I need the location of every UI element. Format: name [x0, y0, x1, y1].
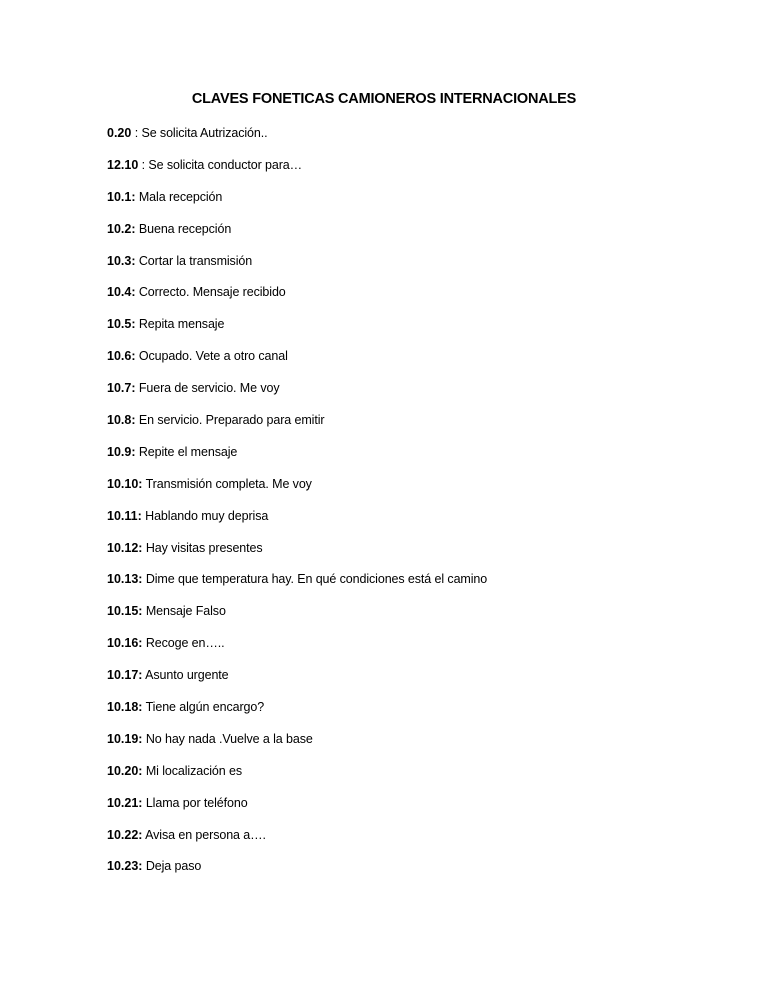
entry-text: Mi localización es [142, 763, 242, 778]
entry-code: 10.16: [107, 636, 143, 651]
list-item [107, 699, 727, 731]
entry-code: 10.20: [107, 763, 143, 778]
entry-text: No hay nada .Vuelve a la base [142, 731, 313, 746]
list-item [107, 476, 727, 508]
entry-text: En servicio. Preparado para emitir [135, 413, 325, 428]
list-item [107, 731, 727, 763]
entry-code: 10.12: [107, 540, 143, 555]
entry-code: 10.3: [107, 253, 136, 268]
list-item [107, 412, 727, 444]
list-item [107, 827, 727, 859]
list-item [107, 508, 727, 540]
code-list [107, 125, 727, 890]
list-item [107, 316, 727, 348]
entry-code: 10.13: [107, 572, 143, 587]
entry-code: 10.10: [107, 476, 143, 491]
entry-code: 10.21: [107, 795, 143, 810]
entry-text: Cortar la transmisión [135, 253, 253, 268]
entry-code: 12.10 [107, 157, 139, 172]
entry-code: 10.11: [107, 508, 142, 523]
entry-text: Recoge en….. [142, 636, 225, 651]
entry-code: 10.7: [107, 381, 136, 396]
list-item [107, 157, 727, 189]
list-item [107, 540, 727, 572]
entry-text: Asunto urgente [142, 668, 229, 683]
entry-code: 10.4: [107, 285, 136, 300]
list-item [107, 380, 727, 412]
list-item [107, 189, 727, 221]
entry-code: 10.23: [107, 859, 143, 874]
list-item [107, 795, 727, 827]
entry-code: 0.20 [107, 126, 132, 140]
list-item [107, 667, 727, 699]
entry-code: 10.6: [107, 349, 136, 364]
entry-code: 10.17: [107, 668, 143, 683]
entry-text: Correcto. Mensaje recibido [135, 285, 286, 300]
entry-text: Deja paso [142, 859, 202, 874]
entry-text: Repita mensaje [135, 317, 225, 332]
entry-text: : Se solicita conductor para… [138, 157, 303, 172]
entry-code: 10.2: [107, 221, 136, 236]
entry-text: Transmisión completa. Me voy [142, 476, 312, 491]
entry-text: Ocupado. Vete a otro canal [135, 349, 288, 364]
entry-text: Dime que temperatura hay. En qué condiciones está el camino [142, 572, 488, 587]
entry-text: Hay visitas presentes [142, 540, 263, 555]
list-item [107, 603, 727, 635]
entry-code: 10.8: [107, 413, 136, 428]
entry-code: 10.15: [107, 604, 143, 619]
entry-text: Llama por teléfono [142, 795, 248, 810]
entry-code: 10.18: [107, 700, 143, 715]
entry-code: 10.9: [107, 444, 136, 459]
entry-code: 10.19: [107, 731, 143, 746]
list-item [107, 284, 727, 316]
entry-text: Hablando muy deprisa [141, 508, 269, 523]
list-item [107, 444, 727, 476]
list-item [107, 858, 727, 890]
list-item [107, 253, 727, 285]
entry-text: Buena recepción [135, 221, 232, 236]
list-item [107, 221, 727, 253]
document-title: CLAVES FONETICAS CAMIONEROS INTERNACIONALES [191, 91, 577, 107]
entry-code: 10.1: [107, 189, 136, 204]
entry-text: Repite el mensaje [135, 444, 238, 459]
entry-code: 10.5: [107, 317, 136, 332]
entry-text: Avisa en persona a…. [142, 827, 266, 842]
list-item [107, 125, 727, 157]
list-item [107, 763, 727, 795]
entry-text: Mala recepción [135, 189, 223, 204]
entry-text: Mensaje Falso [142, 604, 226, 619]
entry-code: 10.22: [107, 827, 143, 842]
list-item [107, 571, 727, 603]
entry-text: Fuera de servicio. Me voy [135, 381, 280, 396]
list-item [107, 635, 727, 667]
entry-text: Tiene algún encargo? [142, 700, 265, 715]
entry-text: : Se solicita Autrización.. [131, 126, 268, 140]
list-item [107, 348, 727, 380]
